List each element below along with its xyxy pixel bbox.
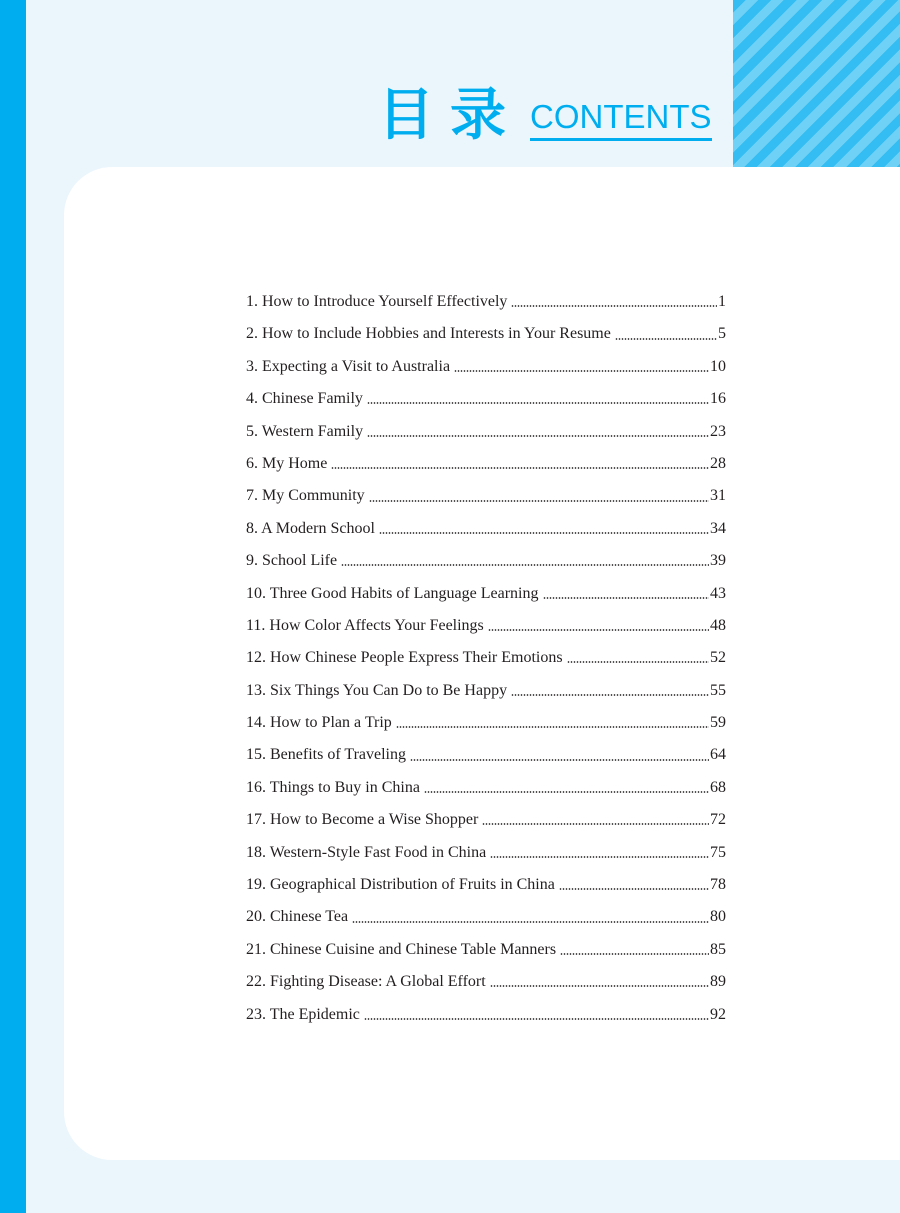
toc-entry-page-number: 55 [710,681,726,699]
toc-entry-page-number: 64 [710,746,726,764]
toc-entry-title: 5. Western Family [246,422,364,440]
dot-leader [379,532,709,534]
toc-entry-page-number: 68 [710,778,726,796]
toc-entry[interactable] [246,351,726,383]
dot-leader [559,888,709,890]
toc-entry-page-number: 23 [710,422,726,440]
toc-entry-title: 3. Expecting a Visit to Australia [246,357,451,375]
toc-entry-page-number: 1 [718,293,726,310]
toc-entry-page-number: 34 [710,519,726,537]
title-chinese: 目录 [378,82,522,148]
dot-leader [511,305,717,307]
toc-entry[interactable] [246,642,726,674]
toc-entry-title: 20. Chinese Tea [246,908,349,926]
dot-leader [367,402,709,404]
toc-entry-title: 11. How Color Affects Your Feelings [246,616,484,634]
toc-entry-title: 16. Things to Buy in China [246,778,420,796]
striped-corner-decoration [733,0,900,167]
toc-entry[interactable] [246,966,726,998]
toc-entry-page-number: 5 [718,325,726,343]
title-english: CONTENTS [530,97,712,141]
toc-entry[interactable] [246,513,726,545]
page-header [378,80,712,150]
toc-entry-page-number: 10 [710,357,726,375]
dot-leader [352,921,709,923]
toc-entry-title: 21. Chinese Cuisine and Chinese Table Manners [246,940,557,958]
toc-entry-page-number: 31 [710,487,726,505]
dot-leader [560,953,709,955]
toc-entry[interactable] [246,448,726,480]
toc-entry-title: 17. How to Become a Wise Shopper [246,811,479,829]
toc-entry-page-number: 80 [710,908,726,926]
toc-entry[interactable] [246,383,726,415]
toc-entry-title: 23. The Epidemic [246,1005,360,1023]
toc-entry-title: 2. How to Include Hobbies and Interests in Your Resume [246,325,611,343]
toc-entry-title: 19. Geographical Distribution of Fruits in China [246,876,555,894]
toc-entry[interactable] [246,545,726,577]
toc-entry-page-number: 52 [710,649,726,667]
dot-leader [482,823,709,825]
left-accent-bar [0,0,26,1213]
toc-entry-page-number: 59 [710,714,726,732]
toc-entry[interactable] [246,675,726,707]
toc-entry-title: 15. Benefits of Traveling [246,746,406,764]
toc-entry[interactable] [246,739,726,771]
toc-entry-title: 22. Fighting Disease: A Global Effort [246,973,486,991]
toc-entry[interactable] [246,480,726,512]
toc-entry[interactable] [246,901,726,933]
toc-entry-title: 10. Three Good Habits of Language Learning [246,584,539,602]
toc-entry-title: 8. A Modern School [246,519,375,537]
toc-entry-title: 14. How to Plan a Trip [246,714,392,732]
toc-entry-page-number: 92 [710,1005,726,1023]
toc-entry[interactable] [246,578,726,610]
toc-entry[interactable] [246,804,726,836]
dot-leader [543,597,710,599]
toc-entry[interactable] [246,934,726,966]
dot-leader [369,500,709,502]
toc-entry-page-number: 78 [710,876,726,894]
dot-leader [424,791,709,793]
toc-entry[interactable] [246,707,726,739]
toc-entry[interactable] [246,837,726,869]
toc-entry-title: 9. School Life [246,552,338,570]
dot-leader [567,661,709,663]
dot-leader [396,726,709,728]
toc-entry-title: 7. My Community [246,487,365,505]
toc-entry-page-number: 43 [710,584,726,602]
toc-entry-page-number: 89 [710,973,726,991]
dot-leader [454,370,709,372]
toc-entry-page-number: 28 [710,454,726,472]
toc-entry-title: 6. My Home [246,454,328,472]
toc-entry-page-number: 72 [710,811,726,829]
dot-leader [331,467,709,469]
toc-entry-title: 1. How to Introduce Yourself Effectively [246,293,508,310]
dot-leader [341,564,709,566]
toc-entry-page-number: 75 [710,843,726,861]
toc-entry-page-number: 16 [710,390,726,408]
dot-leader [364,1018,709,1020]
toc-entry[interactable] [246,999,726,1031]
toc-entry-page-number: 39 [710,552,726,570]
toc-entry-title: 13. Six Things You Can Do to Be Happy [246,681,508,699]
table-of-contents [246,286,726,1031]
toc-entry-page-number: 85 [710,940,726,958]
toc-entry[interactable] [246,772,726,804]
toc-entry-title: 4. Chinese Family [246,390,363,408]
toc-entry[interactable] [246,610,726,642]
toc-entry[interactable] [246,286,726,318]
toc-entry-title: 18. Western-Style Fast Food in China [246,843,487,861]
dot-leader [367,435,709,437]
dot-leader [511,694,709,696]
toc-entry[interactable] [246,416,726,448]
dot-leader [490,985,709,987]
toc-entry[interactable] [246,318,726,350]
dot-leader [615,338,717,340]
toc-entry[interactable] [246,869,726,901]
dot-leader [490,856,709,858]
toc-entry-page-number: 48 [710,616,726,634]
toc-entry-title: 12. How Chinese People Express Their Emotions [246,649,563,667]
dot-leader [488,629,709,631]
dot-leader [410,759,709,761]
